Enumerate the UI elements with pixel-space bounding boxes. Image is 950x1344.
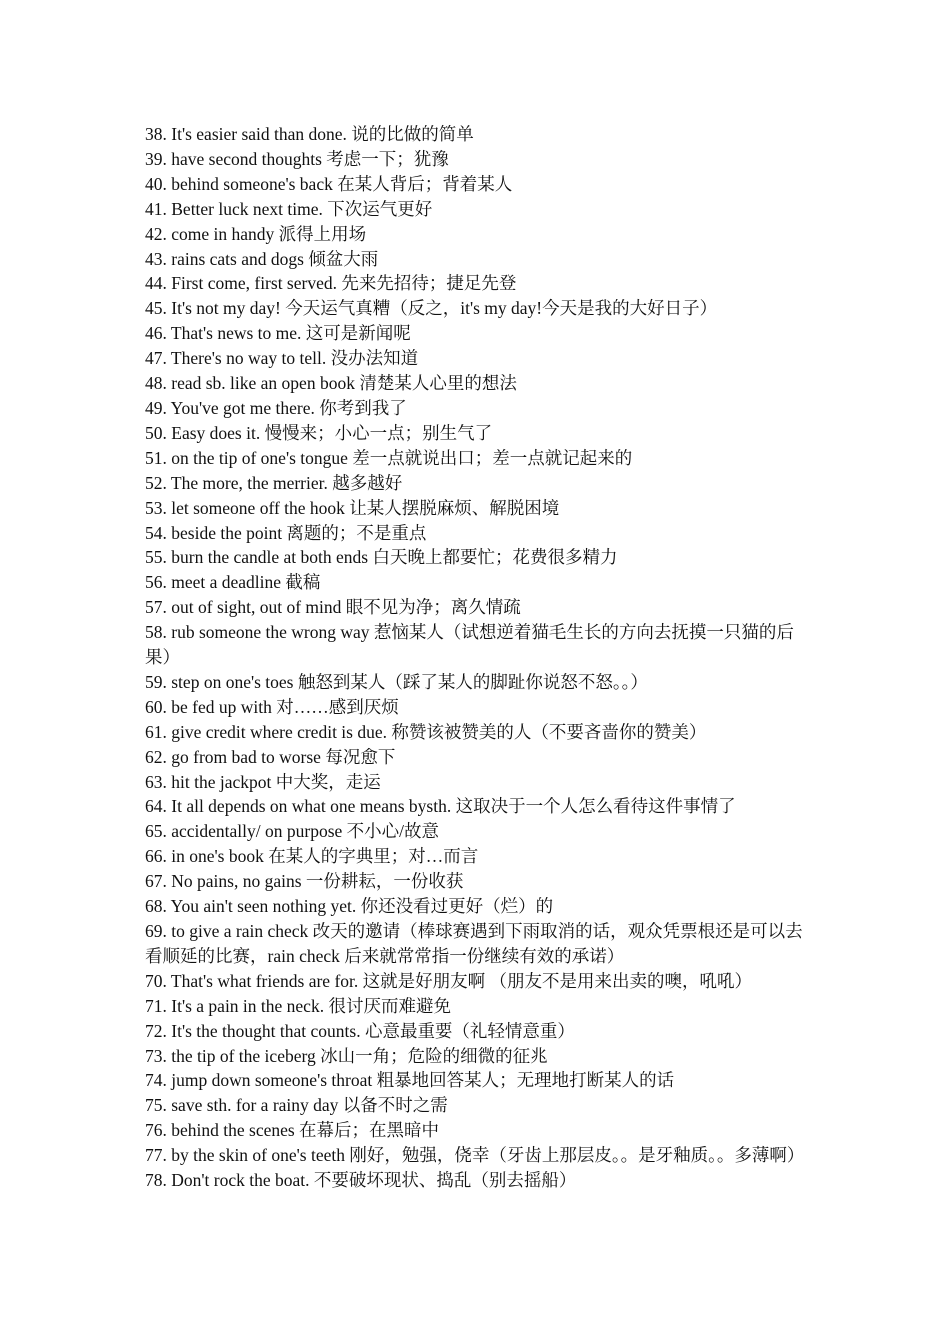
phrase-entry: 76. behind the scenes 在幕后；在黑暗中 bbox=[145, 1120, 440, 1141]
phrase-entry: 60. be fed up with 对……感到厌烦 bbox=[145, 696, 399, 717]
phrase-entry: 75. save sth. for a rainy day 以备不时之需 bbox=[145, 1095, 448, 1116]
phrase-entry: 48. read sb. like an open book 清楚某人心里的想法 bbox=[145, 373, 517, 394]
phrase-entry: 68. You ain't seen nothing yet. 你还没看过更好（烂）的 bbox=[145, 896, 554, 917]
phrase-entry: 46. That's news to me. 这可是新闻呢 bbox=[145, 323, 411, 344]
phrase-entry: 56. meet a deadline 截稿 bbox=[145, 572, 321, 593]
phrase-entry: 54. beside the point 离题的；不是重点 bbox=[145, 522, 427, 543]
phrase-entry: 42. come in handy 派得上用场 bbox=[145, 223, 367, 244]
phrase-entry: 69. to give a rain check 改天的邀请（棒球赛遇到下雨取消的话，观众凭票根还是可以去看顺延的比赛，rain check 后来就常常指一份继续有效的承诺） bbox=[145, 921, 803, 966]
phrase-entry: 45. It's not my day! 今天运气真糟（反之，it's my day!今天是我的大好日子） bbox=[145, 298, 718, 319]
phrase-entry: 72. It's the thought that counts. 心意最重要（礼轻情意重） bbox=[145, 1020, 575, 1041]
phrase-entry: 38. It's easier said than done. 说的比做的简单 bbox=[145, 124, 474, 144]
phrase-entry: 70. That's what friends are for. 这就是好朋友啊 （朋友不是用来出卖的噢，吼吼） bbox=[145, 970, 753, 991]
phrase-entry: 63. hit the jackpot 中大奖，走运 bbox=[145, 771, 381, 792]
phrase-entry: 57. out of sight, out of mind 眼不见为净；离久情疏 bbox=[145, 597, 521, 618]
phrase-entry: 67. No pains, no gains 一份耕耘，一份收获 bbox=[145, 871, 464, 892]
phrase-entry: 55. burn the candle at both ends 白天晚上都要忙；花费很多精力 bbox=[145, 547, 618, 568]
phrase-entry: 49. You've got me there. 你考到我了 bbox=[145, 397, 407, 418]
phrase-entry: 61. give credit where credit is due. 称赞该被赞美的人（不要吝啬你的赞美） bbox=[145, 721, 707, 742]
phrase-entry: 40. behind someone's back 在某人背后；背着某人 bbox=[145, 173, 513, 194]
phrase-entry: 78. Don't rock the boat. 不要破坏现状、捣乱（别去摇船） bbox=[145, 1170, 577, 1191]
phrase-entry: 77. by the skin of one's teeth 刚好，勉强，侥幸（牙齿上那层皮。。是牙釉质。。多薄啊） bbox=[145, 1145, 805, 1166]
phrase-entry: 47. There's no way to tell. 没办法知道 bbox=[145, 348, 419, 369]
phrase-entry: 39. have second thoughts 考虑一下；犹豫 bbox=[145, 148, 449, 169]
phrase-entry: 66. in one's book 在某人的字典里；对…而言 bbox=[145, 846, 479, 867]
phrase-entry: 73. the tip of the iceberg 冰山一角；危险的细微的征兆 bbox=[145, 1045, 548, 1066]
phrase-entry: 52. The more, the merrier. 越多越好 bbox=[145, 472, 403, 493]
phrase-entry: 62. go from bad to worse 每况愈下 bbox=[145, 746, 396, 767]
phrase-entry: 53. let someone off the hook 让某人摆脱麻烦、解脱困境 bbox=[145, 497, 560, 518]
phrase-list bbox=[145, 122, 815, 1193]
phrase-entry: 59. step on one's toes 触怒到某人（踩了某人的脚趾你说怒不怒。。） bbox=[145, 671, 648, 692]
phrase-entry: 44. First come, first served. 先来先招待；捷足先登 bbox=[145, 273, 517, 294]
phrase-entry: 64. It all depends on what one means bysth. 这取决于一个人怎么看待这件事情了 bbox=[145, 796, 736, 817]
phrase-entry: 71. It's a pain in the neck. 很讨厌而难避免 bbox=[145, 995, 451, 1016]
phrase-entry: 41. Better luck next time. 下次运气更好 bbox=[145, 198, 433, 219]
phrase-entry: 58. rub someone the wrong way 惹恼某人（试想逆着猫毛生长的方向去抚摸一只猫的后果） bbox=[145, 622, 794, 668]
phrase-entry: 65. accidentally/ on purpose 不小心/故意 bbox=[145, 821, 440, 842]
phrase-entry: 51. on the tip of one's tongue 差一点就说出口；差一点就记起来的 bbox=[145, 447, 633, 468]
phrase-entry: 43. rains cats and dogs 倾盆大雨 bbox=[145, 248, 379, 269]
phrase-entry: 74. jump down someone's throat 粗暴地回答某人；无理地打断某人的话 bbox=[145, 1070, 675, 1091]
phrase-entry: 50. Easy does it. 慢慢来；小心一点；别生气了 bbox=[145, 422, 493, 443]
